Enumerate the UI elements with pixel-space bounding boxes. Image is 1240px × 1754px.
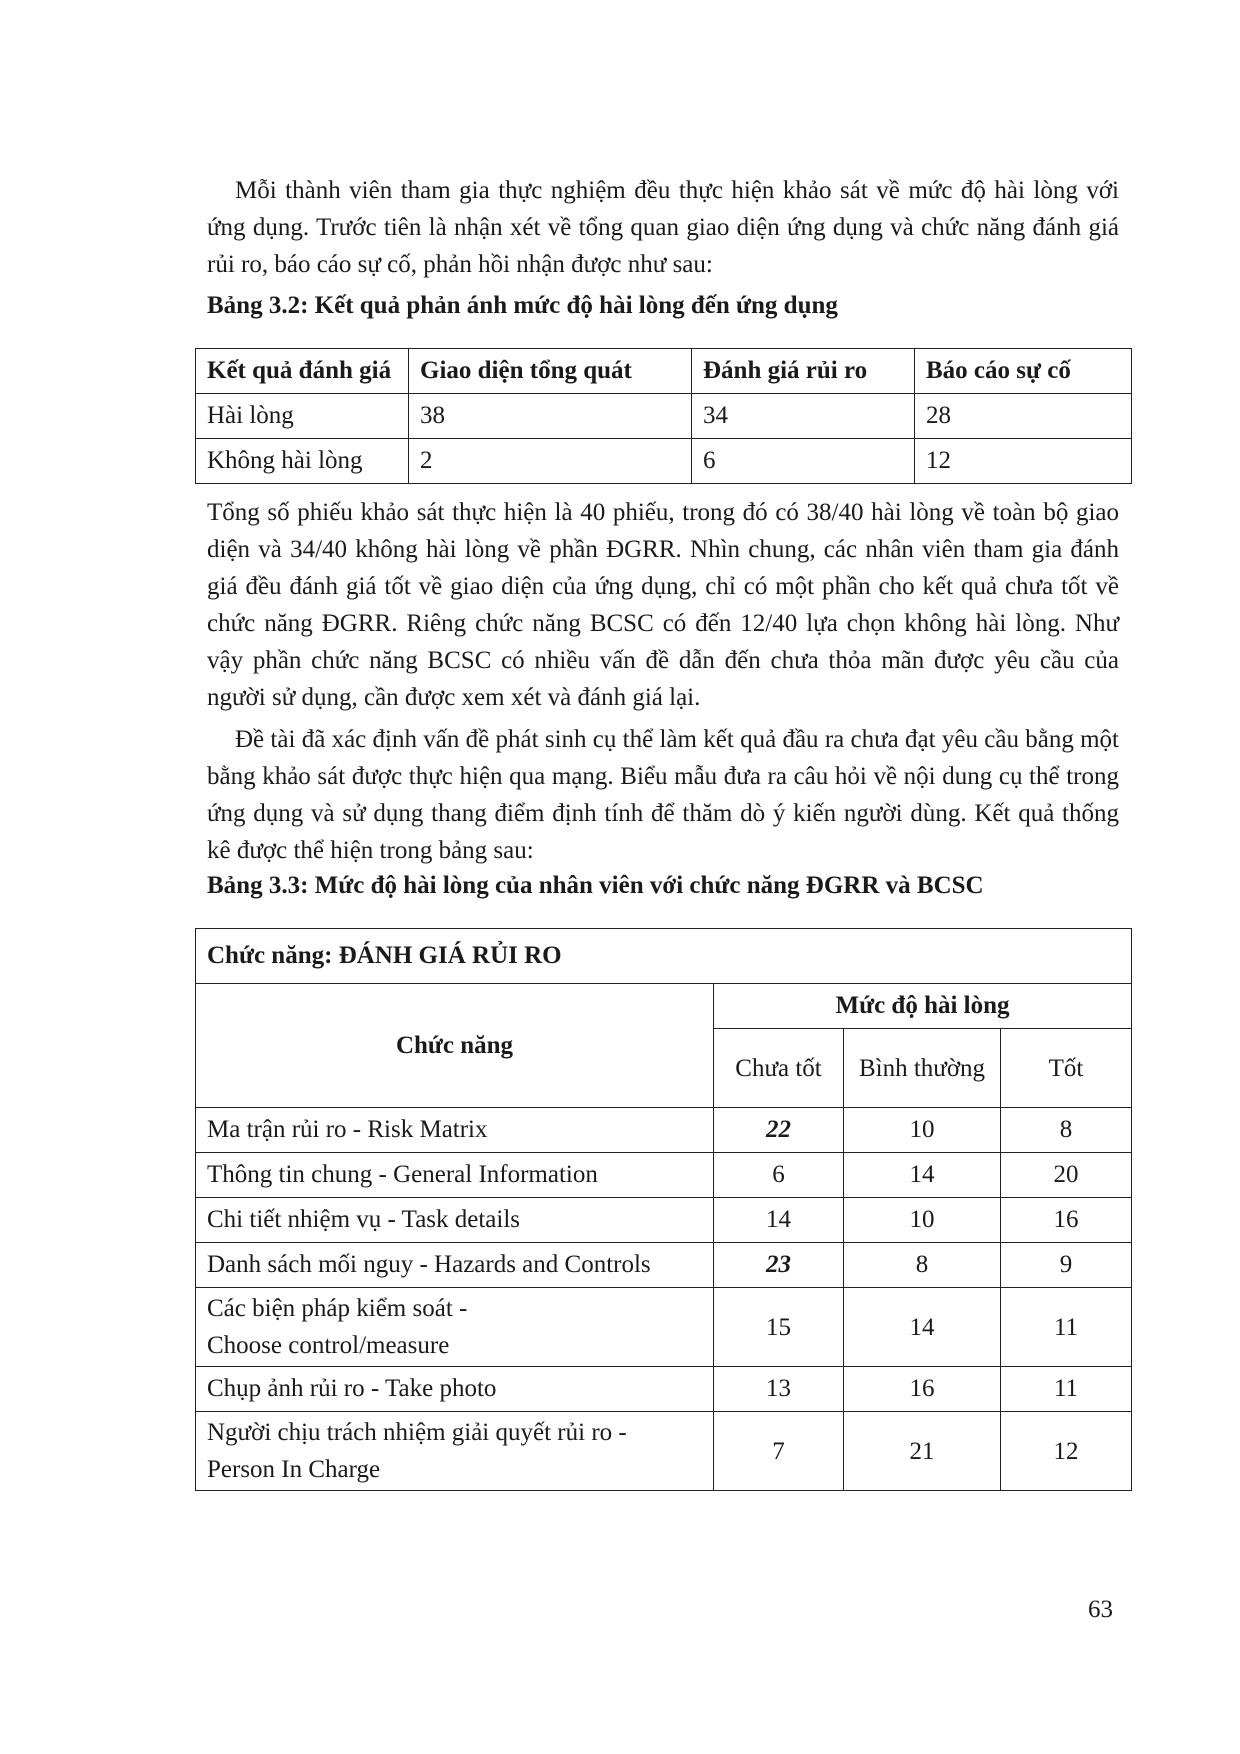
table-row <box>196 1198 1132 1243</box>
cell: 11 <box>1001 1288 1132 1367</box>
table-row <box>196 1412 1132 1491</box>
header-bao-cao: Báo cáo sự cố <box>915 349 1132 394</box>
cell: 11 <box>1001 1367 1132 1412</box>
function-name-line2: Person In Charge <box>207 1456 381 1483</box>
header-giao-dien: Giao diện tổng quát <box>409 349 692 394</box>
table-header-row <box>196 984 1132 1029</box>
cell: 20 <box>1001 1153 1132 1198</box>
cell: Hài lòng <box>196 394 409 439</box>
table-row <box>196 1153 1132 1198</box>
function-name: Chi tiết nhiệm vụ - Task details <box>196 1198 714 1243</box>
cell: 12 <box>1001 1412 1132 1491</box>
cell: 14 <box>714 1198 844 1243</box>
cell: Không hài lòng <box>196 439 409 484</box>
header-chuc-nang: Chức năng <box>196 984 714 1108</box>
cell: 13 <box>714 1367 844 1412</box>
function-name <box>196 1288 714 1367</box>
cell: 16 <box>1001 1198 1132 1243</box>
cell: 6 <box>692 439 915 484</box>
table-3-3 <box>195 928 1132 1491</box>
paragraph-summary: Tổng số phiếu khảo sát thực hiện là 40 phiếu, trong đó có 38/40 hài lòng về toàn bộ giao diện và 34/40 không hài lòng về phần ĐGRR. Nhìn chung, các nhân viên tham gia đánh giá đều đánh giá tốt về giao diện của ứng dụng, chỉ có một phần cho kết quả chưa tốt về chức năng ĐGRR. Riêng chức năng BCSC có đến 12/40 lựa chọn không hài lòng. Như vậy phần chức năng BCSC có nhiều vấn đề dẫn đến chưa thỏa mãn được yêu cầu của người sử dụng, cần được xem xét và đánh giá lại. <box>207 499 1119 711</box>
function-name: Chụp ảnh rủi ro - Take photo <box>196 1367 714 1412</box>
page-number: 63 <box>1088 1596 1113 1623</box>
paragraph-survey: Đề tài đã xác định vấn đề phát sinh cụ thể làm kết quả đầu ra chưa đạt yêu cầu bằng một bằng khảo sát được thực hiện qua mạng. Biểu mẫu đưa ra câu hỏi về nội dung cụ thể trong ứng dụng và sử dụng thang điểm định tính để thăm dò ý kiến người dùng. Kết quả thống kê được thể hiện trong bảng sau: <box>207 726 1119 864</box>
function-name: Thông tin chung - General Information <box>196 1153 714 1198</box>
cell: 14 <box>844 1153 1001 1198</box>
cell: 8 <box>1001 1108 1132 1153</box>
table-3-2 <box>195 348 1132 484</box>
table-header-row <box>196 349 1132 394</box>
cell: 16 <box>844 1367 1001 1412</box>
cell: 12 <box>915 439 1132 484</box>
subheader-binh-thuong: Bình thường <box>844 1029 1001 1108</box>
cell: 2 <box>409 439 692 484</box>
function-name: Danh sách mối nguy - Hazards and Controls <box>196 1243 714 1288</box>
cell: 28 <box>915 394 1132 439</box>
cell: 10 <box>844 1108 1001 1153</box>
function-name-line2: Choose control/measure <box>207 1332 450 1359</box>
header-muc-do: Mức độ hài lòng <box>714 984 1132 1029</box>
table-3-2-caption: Bảng 3.2: Kết quả phản ánh mức độ hài lòng đến ứng dụng <box>207 292 838 319</box>
cell: 10 <box>844 1198 1001 1243</box>
table-row <box>196 1243 1132 1288</box>
function-name <box>196 1412 714 1491</box>
table-row <box>196 1288 1132 1367</box>
function-name-line1: Các biện pháp kiểm soát - <box>207 1295 468 1322</box>
table-row <box>196 439 1132 484</box>
cell: 22 <box>714 1108 844 1153</box>
cell: 6 <box>714 1153 844 1198</box>
subheader-tot: Tốt <box>1001 1029 1132 1108</box>
cell: 34 <box>692 394 915 439</box>
cell: 7 <box>714 1412 844 1491</box>
cell: 21 <box>844 1412 1001 1491</box>
table-row <box>196 394 1132 439</box>
cell: 23 <box>714 1243 844 1288</box>
cell: 9 <box>1001 1243 1132 1288</box>
header-ket-qua: Kết quả đánh giá <box>196 349 409 394</box>
header-danh-gia: Đánh giá rủi ro <box>692 349 915 394</box>
paragraph-intro: Mỗi thành viên tham gia thực nghiệm đều thực hiện khảo sát về mức độ hài lòng với ứng dụng. Trước tiên là nhận xét về tổng quan giao diện ứng dụng và chức năng đánh giá rủi ro, báo cáo sự cố, phản hồi nhận được như sau: <box>207 177 1119 278</box>
table-row <box>196 1367 1132 1412</box>
table-row <box>196 1108 1132 1153</box>
table-3-3-caption: Bảng 3.3: Mức độ hài lòng của nhân viên với chức năng ĐGRR và BCSC <box>207 872 984 899</box>
table-title-row <box>196 929 1132 984</box>
subheader-chua-tot: Chưa tốt <box>714 1029 844 1108</box>
cell: 38 <box>409 394 692 439</box>
cell: 15 <box>714 1288 844 1367</box>
cell: 8 <box>844 1243 1001 1288</box>
function-name: Ma trận rủi ro - Risk Matrix <box>196 1108 714 1153</box>
function-title: Chức năng: ĐÁNH GIÁ RỦI RO <box>196 929 1132 984</box>
function-name-line1: Người chịu trách nhiệm giải quyết rủi ro - <box>207 1419 627 1446</box>
cell: 14 <box>844 1288 1001 1367</box>
